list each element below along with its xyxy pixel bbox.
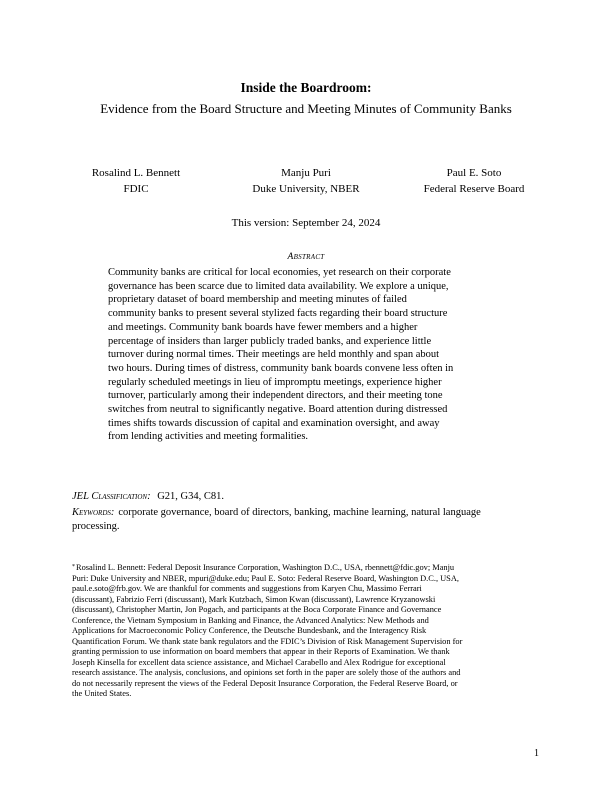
abstract-line: switches from neutral to significantly negative. Board attention during distressed [108, 404, 448, 416]
author-block [374, 165, 574, 197]
author-name: Paul E. Soto [446, 167, 502, 179]
author-name: Rosalind L. Bennett [91, 167, 181, 179]
footnote [72, 563, 546, 700]
footnote-mark: * [72, 564, 75, 570]
footnote-line: research assistance. The analysis, conclusions, and opinions set forth in the paper are solely those of the authors and [72, 668, 461, 677]
abstract-line: regularly scheduled meetings in lieu of impromptu meetings, experience higher [108, 376, 442, 388]
footnote-line [72, 563, 546, 574]
abstract-body [108, 266, 502, 444]
keywords [72, 506, 546, 533]
footnote-line: Quantification Forum. We thank state bank regulators and the FDIC’s Division of Risk Management Supervision for [72, 636, 463, 646]
abstract-line: and meetings. Community bank boards have fewer members and a higher [108, 321, 418, 333]
jel-classification [72, 491, 224, 502]
abstract-line: Community banks are critical for local economies, yet research on their corporate [108, 267, 451, 278]
keywords-label: Keywords: [72, 507, 115, 518]
jel-label: JEL Classification: [72, 491, 151, 502]
footnote-line: granting permission to use information on board members that appear in their Reports of Examination. We thank [72, 647, 450, 656]
abstract-line: governance has been scarce due to limited data availability. We explore a unique, [108, 280, 449, 292]
paper-subtitle: Evidence from the Board Structure and Meeting Minutes of Community Banks [100, 101, 512, 116]
version-date: This version: September 24, 2024 [231, 217, 381, 229]
author-affiliation: FDIC [123, 183, 149, 195]
abstract-line: times shifts towards discussion of capital and examination oversight, and away [108, 417, 440, 429]
abstract-heading: Abstract [287, 252, 325, 262]
footnote-line: (discussant), Christopher Martin, Jon Pogach, and participants at the Boca Corporate Finance and Governance [72, 605, 442, 614]
footnote-line: Puri: Duke University and NBER, mpuri@duke.edu; Paul E. Soto: Federal Reserve Board, Washington D.C., USA, [72, 573, 459, 583]
footnote-line: Applications for Macroeconomic Policy Conference, the Deutsche Bundesbank, and the Interagency Risk [72, 626, 427, 635]
author-affiliation: Federal Reserve Board [423, 183, 525, 195]
abstract-line: from lending activities and meeting formalities. [108, 431, 309, 443]
author-affiliation: Duke University, NBER [252, 183, 360, 195]
abstract-line: proprietary dataset of board membership and meeting minutes of failed [108, 294, 407, 306]
author-name: Manju Puri [281, 167, 331, 179]
abstract-line: turnover, particularly among their independent directors, and their meeting tone [108, 390, 443, 402]
paper-title: Inside the Boardroom: [240, 80, 372, 95]
footnote-line: Conference, the Vietnam Symposium in Banking and Finance, the Advanced Analytics: New Methods and [72, 615, 429, 625]
footnote-line: Joseph Kinsella for excellent data science assistance, and Michael Carabello and Alex Rodrigue for exceptional [72, 657, 446, 667]
abstract-line: two hours. During times of distress, community bank boards convene less often in [108, 362, 454, 374]
page-number: 1 [534, 748, 539, 759]
footnote-text: Rosalind L. Bennett: Federal Deposit Insurance Corporation, Washington D.C., USA, rbennett@fdic.gov; Manju [76, 563, 455, 572]
abstract-line: community banks to present several stylized facts regarding their board structure [108, 308, 448, 320]
footnote-line: (discussant), Fabrizio Ferri (discussant), Mark Kutzbach, Simon Kwan (discussant), Lawrence Kryzanowski [72, 594, 436, 604]
footnote-line: the United States. [72, 689, 132, 698]
footnote-line: paul.e.soto@frb.gov. We are thankful for comments and suggestions from Karyen Chu, Massimo Ferrari [72, 584, 422, 593]
keywords-text: corporate governance, board of directors, banking, machine learning, natural language [118, 507, 481, 518]
keywords-line [72, 506, 546, 520]
jel-value: G21, G34, C81. [157, 491, 225, 502]
abstract-line: percentage of insiders than larger publicly traded banks, and experience little [108, 335, 432, 347]
keywords-line: processing. [72, 520, 120, 532]
footnote-line: do not necessarily represent the views of the Federal Deposit Insurance Corporation, the Federal Reserve Board, or [72, 678, 458, 688]
abstract-line: turnover during normal times. Their meetings are held monthly and span about [108, 349, 440, 361]
